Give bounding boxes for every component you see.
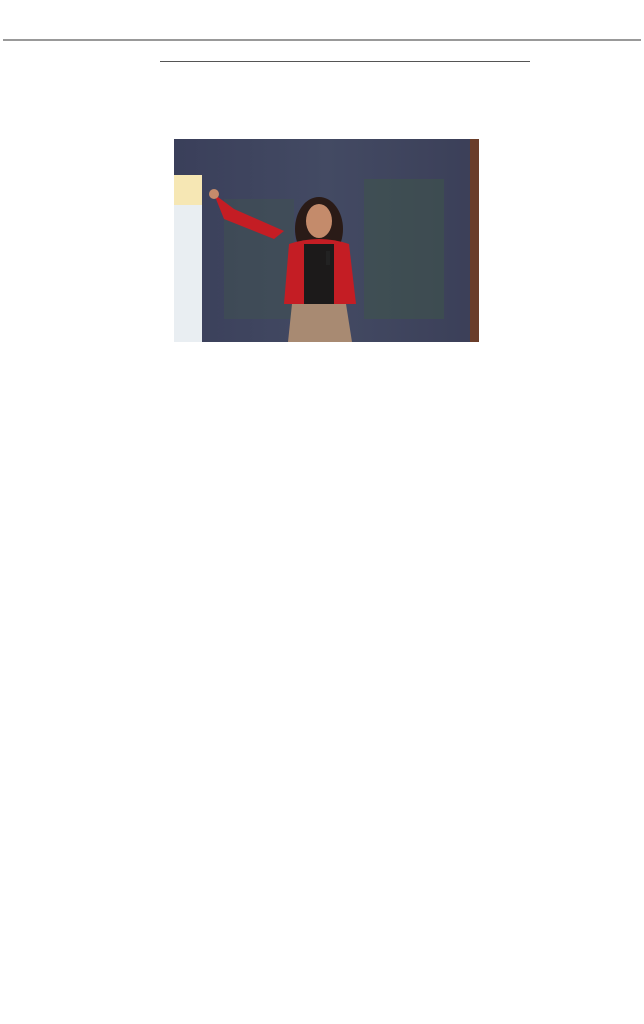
article1-column-1b [4, 568, 163, 718]
article1-column-2 [170, 357, 318, 582]
story-tag-rule [160, 61, 530, 62]
masthead-rule [3, 39, 641, 41]
article1-photo [174, 139, 479, 342]
article1-column-3b [324, 553, 472, 720]
article1-column-2b [170, 585, 318, 720]
article1-column-3 [324, 357, 472, 552]
credits [370, 43, 382, 52]
speaker-photo [174, 139, 479, 342]
